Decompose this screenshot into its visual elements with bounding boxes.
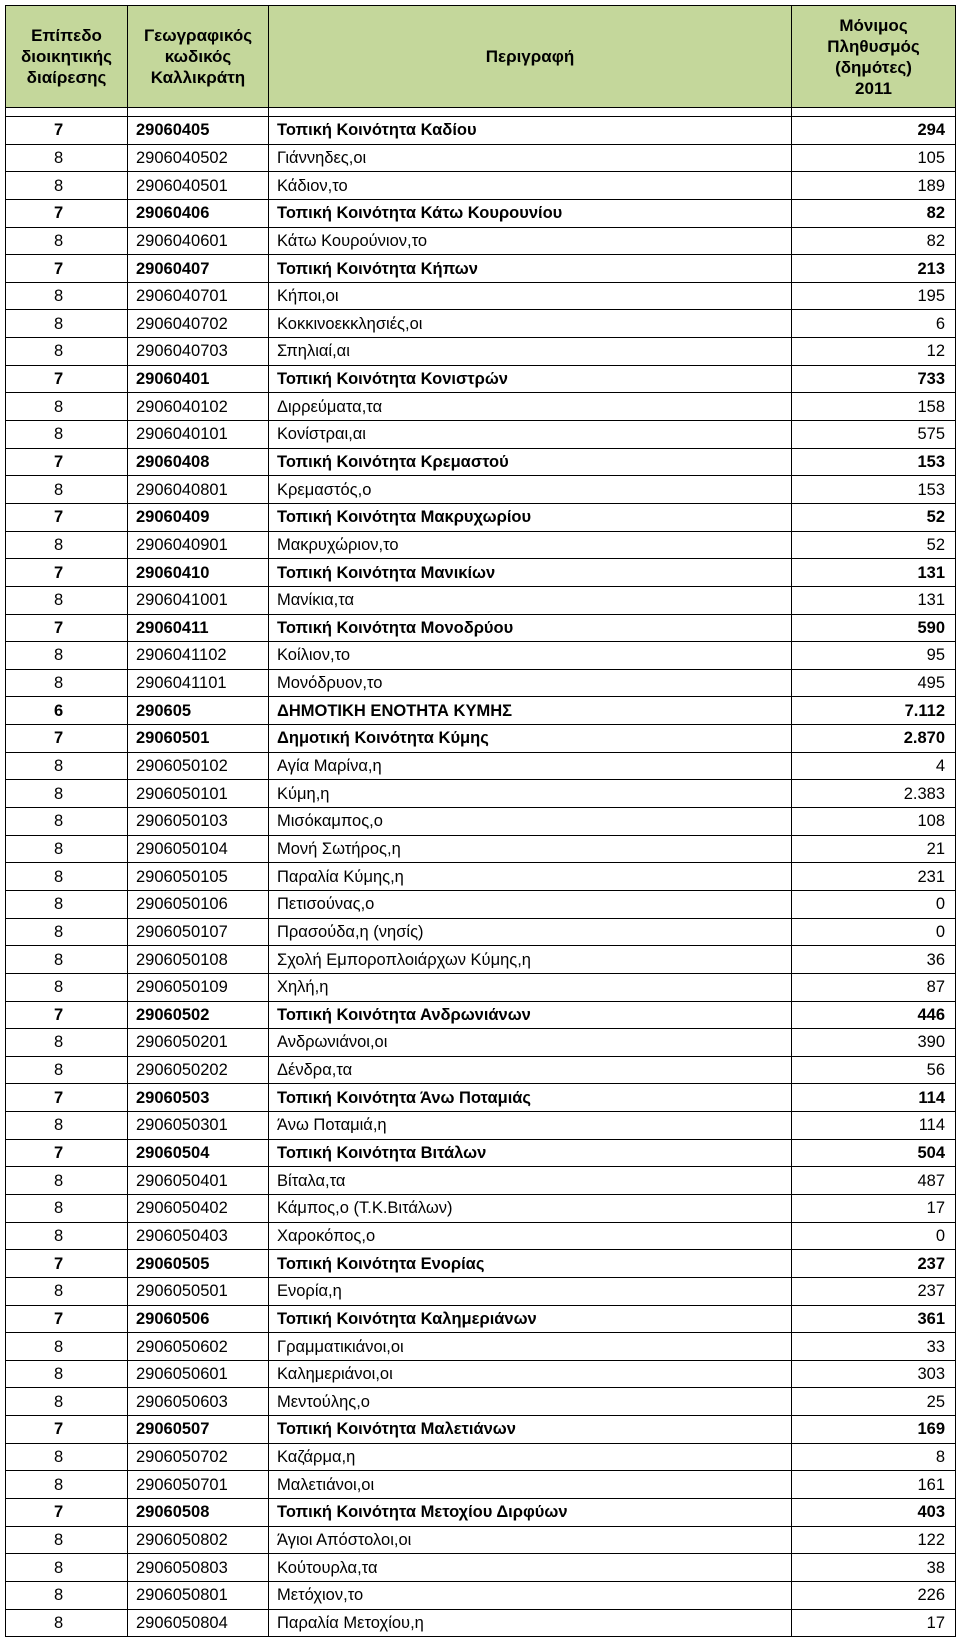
cell-level: 8: [6, 1609, 128, 1637]
table-row: [6, 614, 956, 642]
cell-code: 29060410: [128, 559, 269, 587]
cell-description: Μετόχιον,το: [269, 1581, 792, 1609]
header-code: Γεωγραφικός κωδικός Καλλικράτη: [128, 6, 269, 108]
table-row: [6, 1112, 956, 1140]
table-row: [6, 476, 956, 504]
cell-description: Τοπική Κοινότητα Καδίου: [269, 117, 792, 145]
cell-description: Άνω Ποταμιά,η: [269, 1112, 792, 1140]
table-row: [6, 1167, 956, 1195]
cell-level: 8: [6, 1360, 128, 1388]
cell-description: Βίταλα,τα: [269, 1167, 792, 1195]
cell-description: Τοπική Κοινότητα Μετοχίου Διρφύων: [269, 1499, 792, 1527]
cell-population: 131: [792, 559, 956, 587]
table-row: [6, 1388, 956, 1416]
cell-description: Μονή Σωτήρος,η: [269, 835, 792, 863]
cell-description: Τοπική Κοινότητα Άνω Ποταμιάς: [269, 1084, 792, 1112]
cell-description: Τοπική Κοινότητα Κάτω Κουρουνίου: [269, 199, 792, 227]
cell-description: Μαλετιάνοι,οι: [269, 1471, 792, 1499]
cell-code: 2906050107: [128, 918, 269, 946]
cell-population: 403: [792, 1499, 956, 1527]
cell-level: 8: [6, 1222, 128, 1250]
cell-level: 8: [6, 1526, 128, 1554]
table-row: [6, 835, 956, 863]
cell-description: Τοπική Κοινότητα Καλημεριάνων: [269, 1305, 792, 1333]
cell-description: Τοπική Κοινότητα Βιτάλων: [269, 1139, 792, 1167]
table-row: [6, 1333, 956, 1361]
cell-population: 504: [792, 1139, 956, 1167]
cell-description: Μεντούλης,ο: [269, 1388, 792, 1416]
cell-code: 29060505: [128, 1250, 269, 1278]
cell-code: 2906040601: [128, 227, 269, 255]
cell-code: 2906050402: [128, 1194, 269, 1222]
cell-population: 82: [792, 199, 956, 227]
cell-level: 8: [6, 144, 128, 172]
cell-description: Τοπική Κοινότητα Μακρυχωρίου: [269, 503, 792, 531]
cell-description: Ενορία,η: [269, 1277, 792, 1305]
table-row: [6, 890, 956, 918]
cell-code: 2906040703: [128, 338, 269, 366]
cell-population: 105: [792, 144, 956, 172]
cell-code: 2906040501: [128, 172, 269, 200]
cell-level: 8: [6, 669, 128, 697]
population-table: [5, 5, 956, 1637]
table-row: [6, 780, 956, 808]
table-row: [6, 144, 956, 172]
cell-code: 29060507: [128, 1416, 269, 1444]
cell-code: 2906050801: [128, 1581, 269, 1609]
cell-population: 733: [792, 365, 956, 393]
cell-level: 7: [6, 1416, 128, 1444]
cell-level: 8: [6, 1167, 128, 1195]
cell-level: 8: [6, 421, 128, 449]
cell-level: 8: [6, 338, 128, 366]
cell-level: 8: [6, 310, 128, 338]
cell-description: Παραλία Μετοχίου,η: [269, 1609, 792, 1637]
cell-population: 0: [792, 890, 956, 918]
cell-population: 237: [792, 1277, 956, 1305]
cell-population: 161: [792, 1471, 956, 1499]
table-row: [6, 1056, 956, 1084]
population-table-page: [5, 5, 955, 1637]
cell-description: Κοίλιον,το: [269, 642, 792, 670]
table-row: [6, 1029, 956, 1057]
table-row: [6, 531, 956, 559]
cell-description: Τοπική Κοινότητα Κονιστρών: [269, 365, 792, 393]
cell-population: 4: [792, 752, 956, 780]
cell-code: 29060502: [128, 1001, 269, 1029]
table-row: [6, 586, 956, 614]
cell-population: 52: [792, 503, 956, 531]
cell-level: 7: [6, 1139, 128, 1167]
cell-description: Δημοτική Κοινότητα Κύμης: [269, 725, 792, 753]
table-row: [6, 255, 956, 283]
cell-description: Τοπική Κοινότητα Κήπων: [269, 255, 792, 283]
cell-level: 8: [6, 752, 128, 780]
cell-code: 29060405: [128, 117, 269, 145]
cell-level: 8: [6, 863, 128, 891]
cell-code: 2906050109: [128, 973, 269, 1001]
cell-code: 2906050201: [128, 1029, 269, 1057]
cell-description: Χηλή,η: [269, 973, 792, 1001]
cell-population: 52: [792, 531, 956, 559]
cell-description: Γραμματικιάνοι,οι: [269, 1333, 792, 1361]
cell-population: 87: [792, 973, 956, 1001]
cell-description: Γιάννηδες,οι: [269, 144, 792, 172]
cell-description: Κάμπος,ο (Τ.Κ.Βιτάλων): [269, 1194, 792, 1222]
cell-description: Κονίστραι,αι: [269, 421, 792, 449]
cell-code: 2906040102: [128, 393, 269, 421]
cell-code: 2906040801: [128, 476, 269, 504]
table-row: [6, 1443, 956, 1471]
table-row: [6, 1305, 956, 1333]
cell-code: 2906050602: [128, 1333, 269, 1361]
cell-description: Μονόδρυον,το: [269, 669, 792, 697]
cell-description: Μακρυχώριον,το: [269, 531, 792, 559]
table-row: [6, 1139, 956, 1167]
cell-population: 487: [792, 1167, 956, 1195]
cell-population: 231: [792, 863, 956, 891]
cell-population: 17: [792, 1609, 956, 1637]
cell-description: Κήποι,οι: [269, 282, 792, 310]
cell-code: 2906050101: [128, 780, 269, 808]
cell-level: 8: [6, 1194, 128, 1222]
cell-level: 8: [6, 1029, 128, 1057]
table-row: [6, 752, 956, 780]
cell-code: 29060408: [128, 448, 269, 476]
cell-level: 7: [6, 1499, 128, 1527]
cell-level: 8: [6, 227, 128, 255]
cell-description: Τοπική Κοινότητα Μανικίων: [269, 559, 792, 587]
cell-population: 169: [792, 1416, 956, 1444]
cell-population: 25: [792, 1388, 956, 1416]
cell-population: 131: [792, 586, 956, 614]
cell-code: 2906041001: [128, 586, 269, 614]
cell-code: 2906050401: [128, 1167, 269, 1195]
cell-level: 8: [6, 586, 128, 614]
cell-code: 2906041102: [128, 642, 269, 670]
cell-population: 12: [792, 338, 956, 366]
cell-level: 8: [6, 973, 128, 1001]
cell-level: 7: [6, 117, 128, 145]
cell-population: 0: [792, 918, 956, 946]
cell-level: 7: [6, 1001, 128, 1029]
cell-level: 8: [6, 1471, 128, 1499]
cell-population: 213: [792, 255, 956, 283]
table-body: [6, 117, 956, 1637]
table-row: [6, 117, 956, 145]
table-row: [6, 808, 956, 836]
cell-level: 8: [6, 642, 128, 670]
cell-level: 7: [6, 1084, 128, 1112]
cell-level: 8: [6, 282, 128, 310]
cell-description: Κύμη,η: [269, 780, 792, 808]
table-row: [6, 559, 956, 587]
cell-description: Ανδρωνιάνοι,οι: [269, 1029, 792, 1057]
cell-description: Καζάρμα,η: [269, 1443, 792, 1471]
cell-level: 8: [6, 172, 128, 200]
cell-description: Διρρεύματα,τα: [269, 393, 792, 421]
cell-level: 7: [6, 1305, 128, 1333]
table-row: [6, 1194, 956, 1222]
cell-code: 290605: [128, 697, 269, 725]
cell-code: 2906041101: [128, 669, 269, 697]
cell-code: 29060411: [128, 614, 269, 642]
cell-code: 2906050804: [128, 1609, 269, 1637]
cell-code: 2906050501: [128, 1277, 269, 1305]
cell-population: 153: [792, 476, 956, 504]
table-row: [6, 365, 956, 393]
cell-code: 2906050802: [128, 1526, 269, 1554]
table-row: [6, 199, 956, 227]
cell-code: 2906050105: [128, 863, 269, 891]
cell-code: 2906050301: [128, 1112, 269, 1140]
cell-level: 8: [6, 476, 128, 504]
cell-population: 446: [792, 1001, 956, 1029]
cell-description: Τοπική Κοινότητα Μαλετιάνων: [269, 1416, 792, 1444]
cell-population: 33: [792, 1333, 956, 1361]
header-level: Επίπεδο διοικητικής διαίρεσης: [6, 6, 128, 108]
cell-code: 29060409: [128, 503, 269, 531]
cell-code: 2906040701: [128, 282, 269, 310]
table-row: [6, 1526, 956, 1554]
cell-description: Τοπική Κοινότητα Ενορίας: [269, 1250, 792, 1278]
cell-population: 2.870: [792, 725, 956, 753]
cell-population: 108: [792, 808, 956, 836]
cell-description: Τοπική Κοινότητα Κρεμαστού: [269, 448, 792, 476]
cell-population: 390: [792, 1029, 956, 1057]
cell-description: Αγία Μαρίνα,η: [269, 752, 792, 780]
cell-description: Σπηλιαί,αι: [269, 338, 792, 366]
table-row: [6, 1471, 956, 1499]
cell-population: 38: [792, 1554, 956, 1582]
cell-level: 7: [6, 503, 128, 531]
cell-population: 2.383: [792, 780, 956, 808]
cell-level: 8: [6, 890, 128, 918]
cell-level: 8: [6, 1056, 128, 1084]
table-row: [6, 227, 956, 255]
cell-level: 8: [6, 1443, 128, 1471]
header-spacer-row: [6, 108, 956, 117]
cell-population: 82: [792, 227, 956, 255]
table-row: [6, 863, 956, 891]
cell-code: 29060503: [128, 1084, 269, 1112]
cell-population: 294: [792, 117, 956, 145]
cell-level: 7: [6, 1250, 128, 1278]
cell-code: 2906050702: [128, 1443, 269, 1471]
table-row: [6, 973, 956, 1001]
cell-code: 2906050603: [128, 1388, 269, 1416]
table-row: [6, 697, 956, 725]
cell-code: 2906040101: [128, 421, 269, 449]
table-row: [6, 918, 956, 946]
table-row: [6, 642, 956, 670]
table-row: [6, 310, 956, 338]
cell-population: 361: [792, 1305, 956, 1333]
table-row: [6, 1222, 956, 1250]
cell-level: 7: [6, 559, 128, 587]
cell-description: Κρεμαστός,ο: [269, 476, 792, 504]
cell-level: 8: [6, 1554, 128, 1582]
cell-level: 8: [6, 393, 128, 421]
cell-level: 8: [6, 1277, 128, 1305]
table-row: [6, 725, 956, 753]
cell-level: 7: [6, 725, 128, 753]
cell-description: Παραλία Κύμης,η: [269, 863, 792, 891]
cell-description: Άγιοι Απόστολοι,οι: [269, 1526, 792, 1554]
table-row: [6, 1360, 956, 1388]
table-row: [6, 282, 956, 310]
cell-code: 29060504: [128, 1139, 269, 1167]
cell-description: Μισόκαμπος,ο: [269, 808, 792, 836]
cell-description: Τοπική Κοινότητα Ανδρωνιάνων: [269, 1001, 792, 1029]
cell-description: Κάδιον,το: [269, 172, 792, 200]
cell-level: 8: [6, 1388, 128, 1416]
cell-code: 2906050108: [128, 946, 269, 974]
cell-level: 8: [6, 808, 128, 836]
cell-level: 6: [6, 697, 128, 725]
cell-description: Πρασούδα,η (νησίς): [269, 918, 792, 946]
cell-level: 8: [6, 780, 128, 808]
cell-code: 2906050106: [128, 890, 269, 918]
table-row: [6, 1250, 956, 1278]
cell-population: 0: [792, 1222, 956, 1250]
cell-code: 2906050701: [128, 1471, 269, 1499]
table-row: [6, 1499, 956, 1527]
cell-description: Κούτουρλα,τα: [269, 1554, 792, 1582]
cell-population: 590: [792, 614, 956, 642]
table-row: [6, 421, 956, 449]
table-row: [6, 448, 956, 476]
table-row: [6, 503, 956, 531]
table-row: [6, 1277, 956, 1305]
cell-level: 7: [6, 448, 128, 476]
cell-level: 7: [6, 255, 128, 283]
cell-code: 2906050601: [128, 1360, 269, 1388]
cell-population: 8: [792, 1443, 956, 1471]
cell-code: 29060401: [128, 365, 269, 393]
cell-population: 21: [792, 835, 956, 863]
cell-population: 6: [792, 310, 956, 338]
cell-population: 226: [792, 1581, 956, 1609]
cell-level: 8: [6, 1112, 128, 1140]
cell-population: 303: [792, 1360, 956, 1388]
cell-level: 8: [6, 1333, 128, 1361]
table-row: [6, 1554, 956, 1582]
cell-code: 2906040702: [128, 310, 269, 338]
cell-description: Χαροκόπος,ο: [269, 1222, 792, 1250]
cell-population: 122: [792, 1526, 956, 1554]
table-row: [6, 393, 956, 421]
cell-level: 8: [6, 1581, 128, 1609]
cell-population: 237: [792, 1250, 956, 1278]
cell-level: 8: [6, 531, 128, 559]
cell-population: 153: [792, 448, 956, 476]
table-row: [6, 669, 956, 697]
table-row: [6, 946, 956, 974]
cell-population: 114: [792, 1084, 956, 1112]
cell-description: Κάτω Κουρούνιον,το: [269, 227, 792, 255]
header-description: Περιγραφή: [269, 6, 792, 108]
cell-code: 29060508: [128, 1499, 269, 1527]
cell-population: 36: [792, 946, 956, 974]
cell-population: 7.112: [792, 697, 956, 725]
cell-code: 2906050104: [128, 835, 269, 863]
cell-code: 2906050202: [128, 1056, 269, 1084]
cell-description: Καλημεριάνοι,οι: [269, 1360, 792, 1388]
cell-description: Δένδρα,τα: [269, 1056, 792, 1084]
cell-description: Μανίκια,τα: [269, 586, 792, 614]
table-row: [6, 1416, 956, 1444]
cell-population: 158: [792, 393, 956, 421]
cell-population: 189: [792, 172, 956, 200]
header-population: Μόνιμος Πληθυσμός (δημότες) 2011: [792, 6, 956, 108]
cell-code: 2906040502: [128, 144, 269, 172]
cell-description: Σχολή Εμποροπλοιάρχων Κύμης,η: [269, 946, 792, 974]
cell-code: 29060407: [128, 255, 269, 283]
cell-description: Πετισούνας,ο: [269, 890, 792, 918]
cell-description: Κοκκινοεκκλησιές,οι: [269, 310, 792, 338]
table-row: [6, 1084, 956, 1112]
cell-population: 114: [792, 1112, 956, 1140]
cell-code: 29060501: [128, 725, 269, 753]
cell-population: 495: [792, 669, 956, 697]
cell-level: 7: [6, 365, 128, 393]
cell-code: 2906050103: [128, 808, 269, 836]
cell-population: 56: [792, 1056, 956, 1084]
table-row: [6, 1581, 956, 1609]
cell-population: 95: [792, 642, 956, 670]
cell-description: ΔΗΜΟΤΙΚΗ ΕΝΟΤΗΤΑ ΚΥΜΗΣ: [269, 697, 792, 725]
cell-level: 8: [6, 835, 128, 863]
cell-level: 7: [6, 199, 128, 227]
cell-code: 2906050403: [128, 1222, 269, 1250]
cell-level: 8: [6, 946, 128, 974]
cell-description: Τοπική Κοινότητα Μονοδρύου: [269, 614, 792, 642]
cell-code: 2906040901: [128, 531, 269, 559]
cell-code: 2906050803: [128, 1554, 269, 1582]
cell-population: 575: [792, 421, 956, 449]
cell-population: 195: [792, 282, 956, 310]
table-row: [6, 172, 956, 200]
cell-level: 7: [6, 614, 128, 642]
cell-code: 29060406: [128, 199, 269, 227]
cell-code: 2906050102: [128, 752, 269, 780]
cell-level: 8: [6, 918, 128, 946]
cell-code: 29060506: [128, 1305, 269, 1333]
cell-population: 17: [792, 1194, 956, 1222]
table-row: [6, 1001, 956, 1029]
table-header: [6, 6, 956, 108]
table-row: [6, 338, 956, 366]
